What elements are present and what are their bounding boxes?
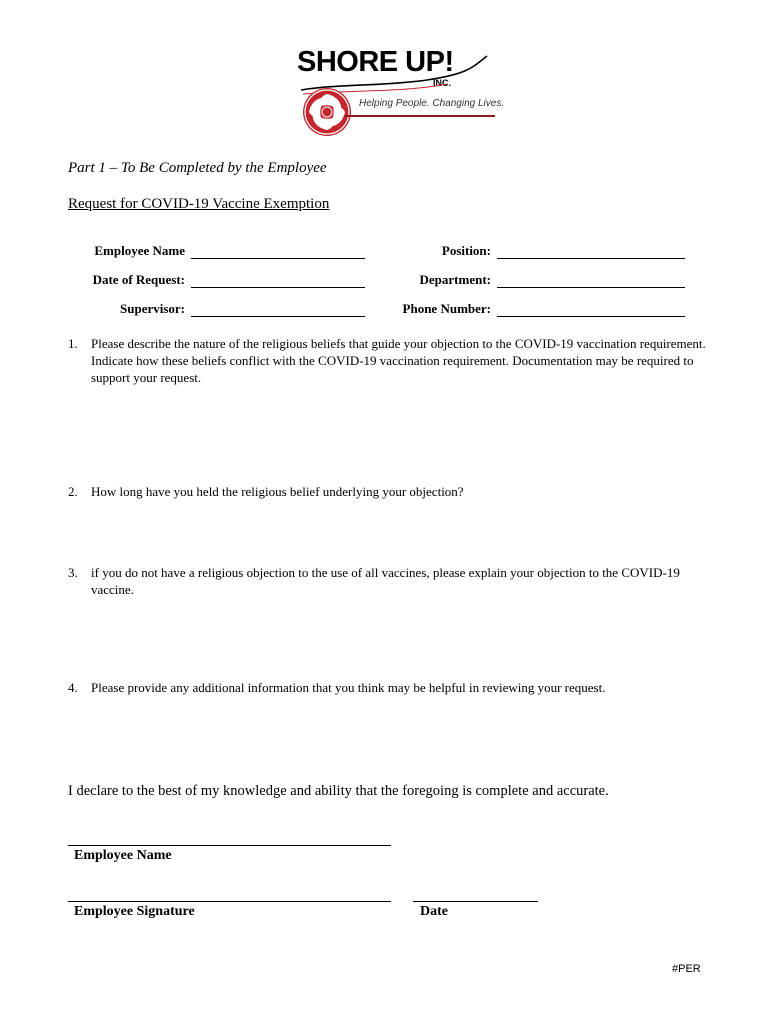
logo-rose-icon	[301, 86, 353, 138]
question-number: 2.	[68, 484, 78, 499]
question-2	[68, 483, 718, 500]
logo-tagline: Helping People. Changing Lives.	[359, 98, 505, 109]
employee-name-field[interactable]	[191, 258, 365, 259]
question-3	[68, 564, 718, 598]
question-text: How long have you held the religious belief underlying your objection?	[91, 484, 464, 499]
question-number: 3.	[68, 565, 78, 580]
employee-name-label: Employee Name	[94, 243, 185, 258]
question-4	[68, 679, 718, 696]
question-number: 4.	[68, 680, 78, 695]
part-title: Part 1 – To Be Completed by the Employee	[68, 160, 327, 176]
employee-signature-label: Employee Signature	[74, 904, 195, 919]
phone-number-field[interactable]	[497, 316, 685, 317]
question-text: Please provide any additional information that you think may be helpful in reviewing your request.	[91, 680, 606, 695]
department-field[interactable]	[497, 287, 685, 288]
logo-wordmark: SHORE UP!	[297, 46, 454, 78]
date-of-request-field[interactable]	[191, 287, 365, 288]
question-1	[68, 335, 718, 386]
question-text: Please describe the nature of the religious beliefs that guide your objection to the COVID-19 vaccination requirement. Indicate how these beliefs conflict with the COVID-19 vaccination requirement. Documentation may be required to support your request.	[91, 336, 706, 385]
form-title: Request for COVID-19 Vaccine Exemption	[68, 196, 330, 212]
department-label: Department:	[419, 272, 491, 287]
supervisor-label: Supervisor:	[120, 301, 185, 316]
logo-divider	[345, 115, 495, 117]
employee-name-signature-label: Employee Name	[74, 848, 172, 863]
page-code: #PER	[672, 963, 701, 975]
declaration-text: I declare to the best of my knowledge and ability that the foregoing is complete and accurate.	[68, 783, 609, 799]
supervisor-field[interactable]	[191, 316, 365, 317]
logo-inc: INC.	[433, 78, 451, 88]
date-of-request-label: Date of Request:	[92, 272, 185, 287]
phone-number-label: Phone Number:	[402, 301, 491, 316]
employee-name-signature-line[interactable]	[68, 845, 391, 846]
date-signature-line[interactable]	[413, 901, 538, 902]
position-label: Position:	[441, 243, 491, 258]
date-signature-label: Date	[420, 904, 448, 919]
question-number: 1.	[68, 336, 78, 351]
question-text: if you do not have a religious objection to the use of all vaccines, please explain your objection to the COVID-19 vaccine.	[91, 565, 680, 597]
position-field[interactable]	[497, 258, 685, 259]
employee-signature-line[interactable]	[68, 901, 391, 902]
